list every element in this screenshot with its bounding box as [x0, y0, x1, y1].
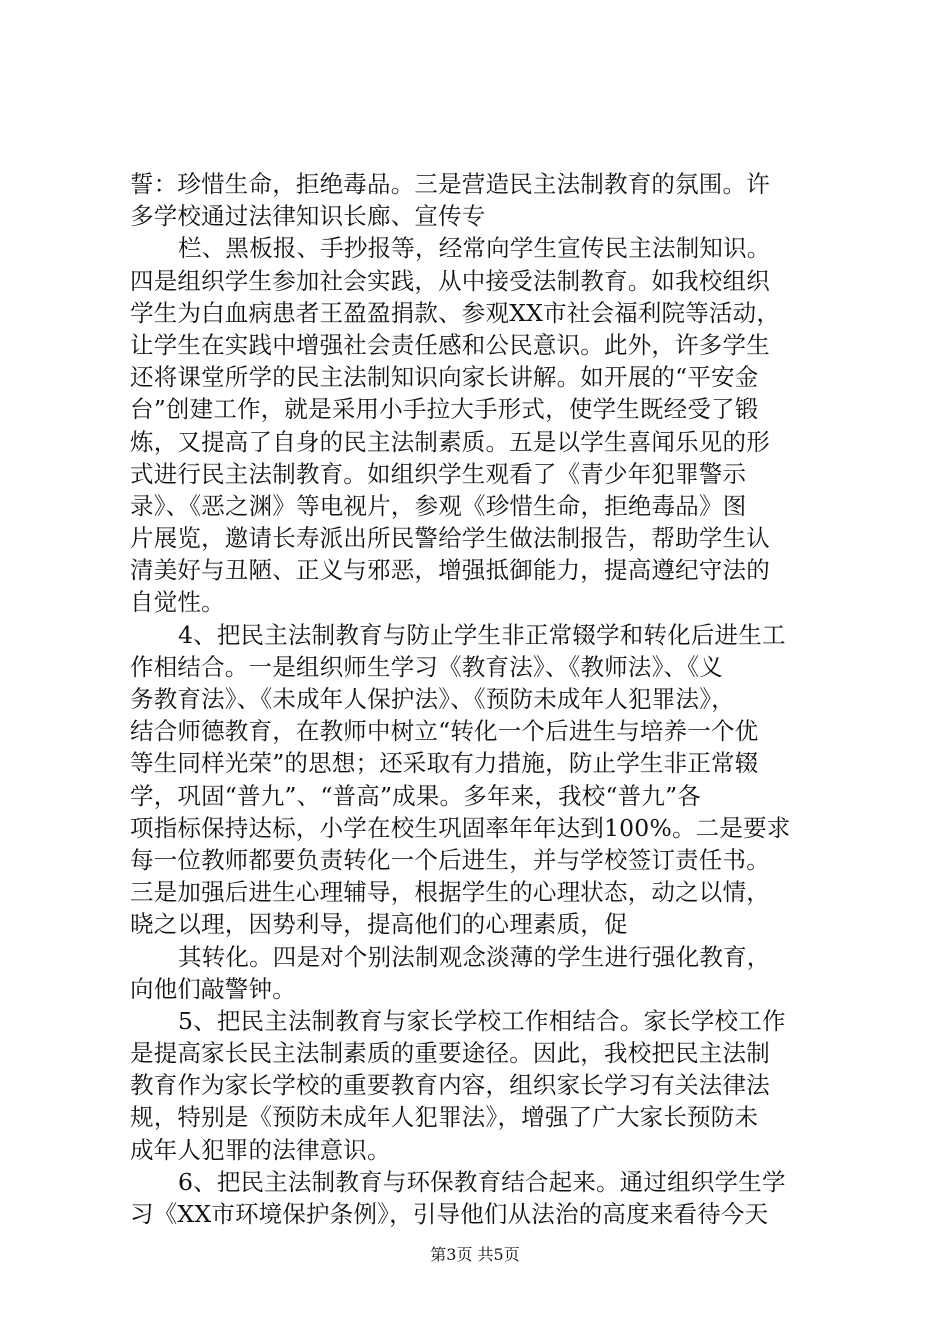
text-line: 录》、《恶之渊》等电视片，参观《珍惜生命，拒绝毒品》图 [130, 491, 747, 520]
text-line: 项指标保持达标，小学在校生巩固率年年达到100%。二是要求 [130, 813, 791, 842]
text-line: 是提高家长民主法制素质的重要途径。因此，我校把民主法制 [130, 1039, 770, 1068]
text-line: 向他们敲警钟。 [130, 974, 296, 1003]
text-line: 多学校通过法律知识长廊、宣传专 [130, 202, 486, 231]
text-line: 5、把民主法制教育与家长学校工作相结合。家长学校工作 [178, 1006, 786, 1035]
body-text [130, 168, 830, 1230]
page-footer: 第3页 共5页 [430, 1245, 520, 1264]
text-line: 清美好与丑陋、正义与邪恶，增强抵御能力，提高遵纪守法的 [130, 556, 770, 585]
text-line: 4、把民主法制教育与防止学生非正常辍学和转化后进生工 [178, 620, 786, 649]
text-line: 教育作为家长学校的重要教育内容，组织家长学习有关法律法 [130, 1071, 770, 1100]
text-line: 炼，又提高了自身的民主法制素质。五是以学生喜闻乐见的形 [130, 427, 770, 456]
text-line: 6、把民主法制教育与环保教育结合起来。通过组织学生学 [178, 1167, 786, 1196]
text-line: 成年人犯罪的法律意识。 [130, 1135, 391, 1164]
text-line: 务教育法》、《未成年人保护法》、《预防未成年人犯罪法》， [130, 685, 735, 713]
text-line: 晓之以理，因势利导，提高他们的心理素质，促 [130, 910, 628, 939]
text-line: 式进行民主法制教育。如组织学生观看了《青少年犯罪警示 [130, 459, 747, 488]
text-line: 让学生在实践中增强社会责任感和公民意识。此外，许多学生 [130, 330, 770, 359]
text-line: 作相结合。一是组织师生学习《教育法》、《教师法》、《义 [130, 652, 723, 681]
text-line: 结合师德教育，在教师中树立“转化一个后进生与培养一个优 [130, 717, 759, 746]
text-line: 学生为白血病患者王盈盈捐款、参观XX市社会福利院等活动， [130, 298, 781, 327]
text-line: 学，巩固“普九”、“普高”成果。多年来，我校“普九”各 [130, 781, 701, 810]
text-line: 片展览，邀请长寿派出所民警给学生做法制报告，帮助学生认 [130, 524, 770, 553]
text-line: 习《XX市环境保护条例》，引导他们从法治的高度来看待今天 [130, 1200, 769, 1228]
text-line: 其转化。四是对个别法制观念淡薄的学生进行强化教育， [178, 942, 771, 971]
text-line: 还将课堂所学的民主法制知识向家长讲解。如开展的“平安金 [130, 363, 759, 392]
text-line: 自觉性。 [130, 588, 225, 617]
text-line: 台”创建工作，就是采用小手拉大手形式，使学生既经受了锻 [130, 395, 759, 424]
text-line: 四是组织学生参加社会实践，从中接受法制教育。如我校组织 [130, 266, 770, 295]
text-line: 三是加强后进生心理辅导，根据学生的心理状态，动之以情， [130, 878, 770, 907]
text-line: 每一位教师都要负责转化一个后进生，并与学校签订责任书。 [130, 845, 770, 874]
text-line: 栏、黑板报、手抄报等，经常向学生宣传民主法制知识。 [178, 234, 771, 263]
text-line: 誓：珍惜生命，拒绝毒品。三是营造民主法制教育的氛围。许 [130, 170, 770, 198]
text-line: 等生同样光荣”的思想；还采取有力措施，防止学生非正常辍 [130, 749, 759, 778]
text-line: 规，特别是《预防未成年人犯罪法》，增强了广大家长预防未 [130, 1103, 759, 1132]
